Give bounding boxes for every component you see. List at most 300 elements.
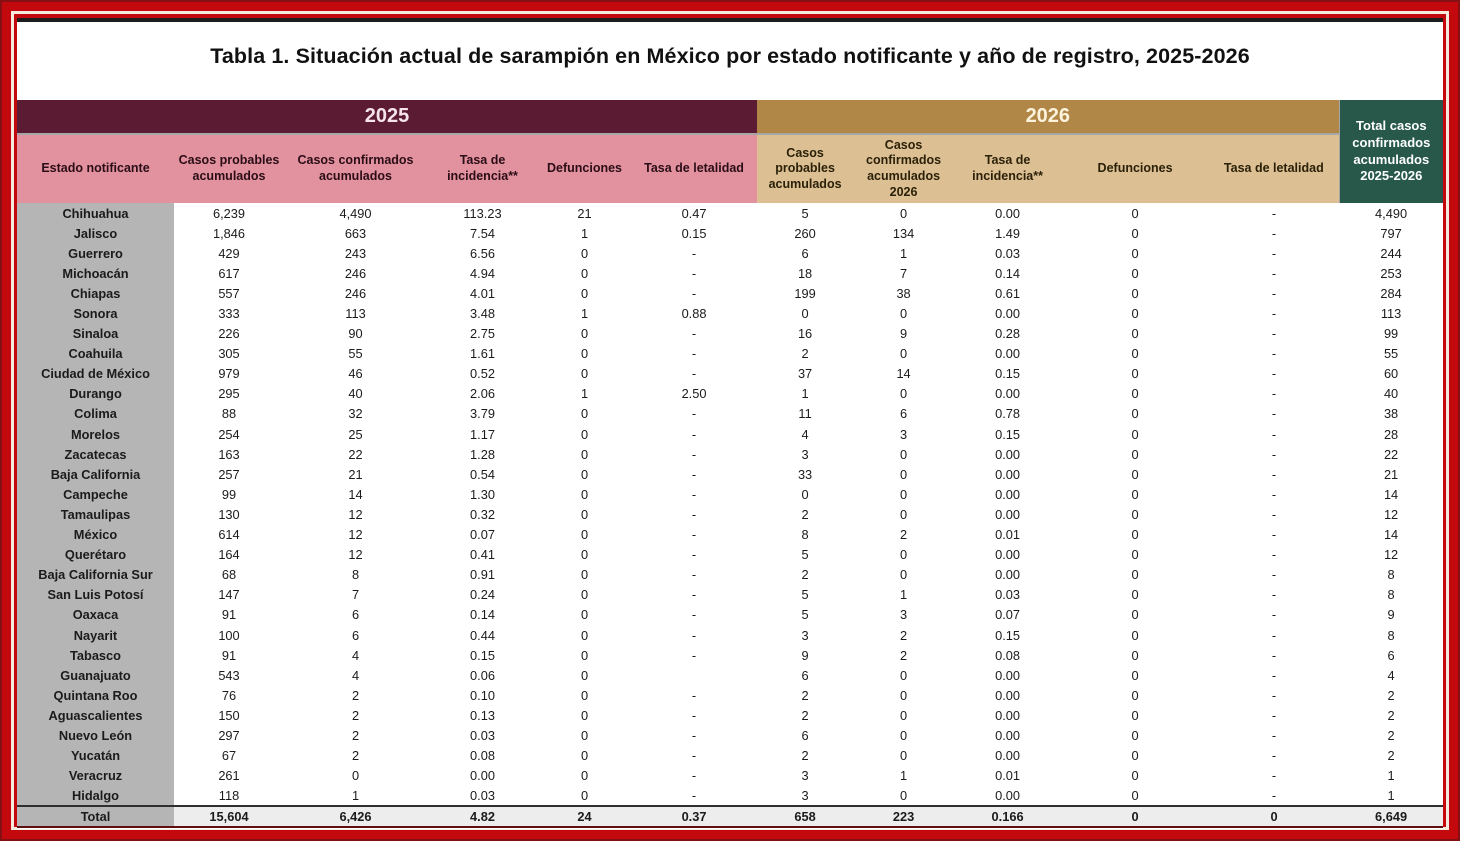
state-name: Baja California Sur: [17, 565, 174, 585]
probable-cases-2026: 5: [801, 547, 809, 563]
confirmed-cases-2025: 4: [351, 647, 360, 663]
probable-cases-2025: 557: [218, 285, 240, 301]
probable-cases-2026: 11: [798, 406, 812, 422]
probable-cases-2026: 6: [801, 727, 809, 743]
year-band-2026: 2026: [757, 100, 1339, 134]
lethality-rate-2026: -: [1271, 527, 1277, 543]
confirmed-cases-2026: 2: [900, 647, 908, 663]
column-header-incidence-2026: Tasa de incidencia**: [954, 134, 1061, 203]
confirmed-cases-2025: 46: [348, 366, 363, 382]
confirmed-cases-2025: 14: [348, 486, 363, 502]
lethality-rate-2026: -: [1271, 768, 1277, 784]
lethality-rate-2025: -: [691, 346, 697, 362]
confirmed-cases-2025: 12: [348, 506, 363, 522]
column-header-confirmed-2026: Casos confirmados acumulados 2026: [853, 134, 954, 203]
deaths-2025: 24: [538, 806, 631, 826]
incidence-rate-2026: 0.00: [995, 386, 1021, 402]
probable-cases-2025: 257: [218, 466, 240, 482]
incidence-rate-2026: 0.00: [995, 707, 1021, 723]
state-name: Hidalgo: [17, 786, 174, 806]
probable-cases-2025: 67: [221, 748, 237, 764]
total-confirmed-2025-2026: 8: [1387, 587, 1395, 603]
deaths-2026: 0: [1131, 727, 1139, 743]
table-row: [17, 404, 1443, 424]
deaths-2025: 0: [580, 687, 589, 703]
confirmed-cases-2025: 2: [351, 727, 360, 743]
probable-cases-2026: 5: [801, 607, 809, 623]
confirmed-cases-2025: 6: [351, 627, 360, 643]
probable-cases-2025: 305: [218, 346, 240, 362]
lethality-rate-2025: -: [691, 527, 697, 543]
total-confirmed-2025-2026: 284: [1380, 285, 1402, 301]
probable-cases-2025: 91: [221, 607, 237, 623]
deaths-2025: 0: [580, 567, 589, 583]
confirmed-cases-2025: 90: [348, 326, 363, 342]
probable-cases-2025: 543: [218, 667, 240, 683]
incidence-rate-2026: 0.78: [995, 406, 1021, 422]
lethality-rate-2025: -: [691, 446, 697, 462]
incidence-rate-2026: 0.00: [995, 446, 1021, 462]
lethality-rate-2026: 0: [1209, 806, 1339, 826]
total-confirmed-2025-2026: 38: [1383, 406, 1399, 422]
incidence-rate-2026: 0.00: [995, 727, 1021, 743]
lethality-rate-2026: -: [1271, 306, 1277, 322]
lethality-rate-2026: -: [1271, 667, 1277, 683]
incidence-rate-2026: 0.00: [995, 687, 1021, 703]
state-name: Jalisco: [17, 223, 174, 243]
deaths-2026: 0: [1131, 547, 1139, 563]
incidence-rate-2025: 113.23: [463, 205, 502, 221]
incidence-rate-2026: 0.03: [995, 587, 1021, 603]
incidence-rate-2026: 0.00: [995, 547, 1021, 563]
probable-cases-2025: 254: [218, 426, 240, 442]
state-name: Sonora: [17, 303, 174, 323]
total-confirmed-2025-2026: 40: [1383, 386, 1399, 402]
table-row: [17, 303, 1443, 323]
confirmed-cases-2025: 246: [344, 265, 367, 281]
confirmed-cases-2026: 0: [900, 306, 908, 322]
total-confirmed-2025-2026: 21: [1383, 466, 1399, 482]
lethality-rate-2026: -: [1271, 426, 1277, 442]
table-row: [17, 525, 1443, 545]
state-name: Michoacán: [17, 263, 174, 283]
incidence-rate-2026: 0.07: [995, 607, 1021, 623]
confirmed-cases-2026: 134: [892, 225, 915, 241]
probable-cases-2025: 164: [218, 547, 240, 563]
deaths-2026: 0: [1131, 607, 1139, 623]
incidence-rate-2026: 0.15: [995, 627, 1021, 643]
state-name: Campeche: [17, 484, 174, 504]
deaths-2026: 0: [1131, 627, 1139, 643]
confirmed-cases-2026: 0: [900, 446, 908, 462]
table-body: [17, 203, 1443, 826]
incidence-rate-2025: 7.54: [470, 225, 495, 241]
probable-cases-2025: 295: [218, 386, 240, 402]
total-confirmed-2025-2026: 4,490: [1375, 205, 1408, 221]
confirmed-cases-2026: 0: [900, 506, 908, 522]
lethality-rate-2026: -: [1271, 466, 1277, 482]
deaths-2025: 0: [580, 486, 589, 502]
incidence-rate-2026: 0.00: [995, 486, 1021, 502]
table-row: [17, 565, 1443, 585]
report-content: [17, 18, 1443, 829]
deaths-2026: 0: [1131, 285, 1139, 301]
incidence-rate-2025: 0.03: [470, 727, 495, 743]
deaths-2025: 0: [580, 527, 589, 543]
deaths-2025: 0: [580, 707, 589, 723]
confirmed-cases-2025: 2: [351, 748, 360, 764]
deaths-2025: 0: [580, 748, 589, 764]
total-confirmed-2025-2026: 4: [1387, 667, 1395, 683]
lethality-rate-2025: -: [691, 265, 697, 281]
incidence-rate-2025: 0.08: [470, 748, 495, 764]
lethality-rate-2025: -: [691, 506, 697, 522]
state-name: Nuevo León: [17, 725, 174, 745]
state-name: México: [17, 525, 174, 545]
confirmed-cases-2025: 4,490: [339, 205, 372, 221]
probable-cases-2025: 118: [218, 787, 240, 803]
incidence-rate-2025: 0.32: [470, 506, 495, 522]
confirmed-cases-2026: 0: [900, 205, 908, 221]
deaths-2025: 0: [580, 547, 589, 563]
state-name: Querétaro: [17, 545, 174, 565]
lethality-rate-2026: -: [1271, 285, 1277, 301]
confirmed-cases-2026: 0: [900, 346, 908, 362]
table-row: [17, 484, 1443, 504]
confirmed-cases-2026: 3: [900, 607, 908, 623]
incidence-rate-2026: 0.61: [995, 285, 1021, 301]
lethality-rate-2026: -: [1271, 366, 1277, 382]
confirmed-cases-2025: 663: [344, 225, 367, 241]
deaths-2026: 0: [1131, 346, 1139, 362]
deaths-2026: 0: [1061, 806, 1209, 826]
total-confirmed-2025-2026: 28: [1383, 426, 1399, 442]
lethality-rate-2026: -: [1271, 587, 1277, 603]
state-name: Coahuila: [17, 344, 174, 364]
state-name: Nayarit: [17, 625, 174, 645]
probable-cases-2026: 260: [794, 225, 816, 241]
state-name: Chiapas: [17, 283, 174, 303]
table-row: [17, 685, 1443, 705]
total-confirmed-2025-2026: 2: [1387, 687, 1395, 703]
state-name: Tamaulipas: [17, 504, 174, 524]
probable-cases-2025: 614: [218, 527, 240, 543]
lethality-rate-2026: -: [1271, 225, 1277, 241]
year-band-2025: 2025: [17, 100, 757, 134]
table-row: [17, 464, 1443, 484]
lethality-rate-2025: 0.37: [631, 806, 757, 826]
probable-cases-2026: 33: [797, 466, 813, 482]
confirmed-cases-2025: 8: [351, 567, 360, 583]
deaths-2026: 0: [1131, 265, 1139, 281]
probable-cases-2025: 99: [221, 486, 237, 502]
lethality-rate-2026: -: [1271, 547, 1277, 563]
table-title: Tabla 1. Situación actual de sarampión en México por estado notificante y año de registro, 2025-2026: [210, 44, 1250, 68]
deaths-2025: 0: [580, 346, 589, 362]
confirmed-cases-2026: 2: [900, 627, 908, 643]
incidence-rate-2026: 0.00: [995, 748, 1021, 764]
probable-cases-2026: 0: [801, 306, 809, 322]
total-confirmed-2025-2026: 1: [1387, 768, 1395, 784]
confirmed-cases-2026: 0: [900, 687, 908, 703]
deaths-2025: 0: [580, 587, 589, 603]
probable-cases-2026: 2: [801, 707, 809, 723]
incidence-rate-2026: 0.166: [954, 806, 1061, 826]
total-confirmed-2025-2026: 14: [1383, 486, 1399, 502]
total-confirmed-2025-2026: 2: [1387, 707, 1395, 723]
total-confirmed-2025-2026: 253: [1380, 265, 1402, 281]
confirmed-cases-2026: 7: [900, 265, 908, 281]
column-header-state: Estado notificante: [17, 134, 174, 203]
probable-cases-2026: 37: [797, 366, 813, 382]
incidence-rate-2025: 3.79: [470, 406, 495, 422]
probable-cases-2025: 100: [218, 627, 240, 643]
probable-cases-2025: 130: [218, 506, 240, 522]
deaths-2026: 0: [1131, 587, 1139, 603]
lethality-rate-2025: -: [691, 466, 697, 482]
incidence-rate-2026: 0.00: [995, 787, 1021, 803]
lethality-rate-2025: -: [691, 647, 697, 663]
incidence-rate-2025: 1.61: [470, 346, 495, 362]
column-header-confirmed-2025: Casos confirmados acumulados: [284, 134, 427, 203]
lethality-rate-2025: -: [691, 567, 697, 583]
confirmed-cases-2025: 7: [351, 587, 360, 603]
confirmed-cases-2026: 0: [900, 727, 908, 743]
column-header-incidence-2025: Tasa de incidencia**: [427, 134, 538, 203]
confirmed-cases-2026: 1: [900, 587, 908, 603]
confirmed-cases-2025: 12: [348, 527, 363, 543]
total-confirmed-2025-2026: 797: [1380, 225, 1402, 241]
table-row: [17, 424, 1443, 444]
measles-table-wrapper: [17, 100, 1443, 828]
table-row: [17, 725, 1443, 745]
confirmed-cases-2025: 2: [351, 707, 360, 723]
probable-cases-2025: 333: [218, 306, 240, 322]
confirmed-cases-2026: 0: [900, 707, 908, 723]
lethality-rate-2026: -: [1271, 486, 1277, 502]
confirmed-cases-2026: 0: [900, 386, 908, 402]
lethality-rate-2025: -: [691, 285, 697, 301]
top-edge-strip: [17, 18, 1443, 22]
lethality-rate-2026: -: [1271, 627, 1277, 643]
table-row: [17, 645, 1443, 665]
probable-cases-2025: 1,846: [212, 225, 246, 241]
probable-cases-2026: 18: [797, 265, 813, 281]
state-name: Guanajuato: [17, 665, 174, 685]
lethality-rate-2025: 0.88: [681, 306, 707, 322]
deaths-2025: 0: [580, 326, 589, 342]
incidence-rate-2025: 0.10: [470, 687, 495, 703]
lethality-rate-2026: -: [1271, 607, 1277, 623]
confirmed-cases-2025: 0: [351, 768, 360, 784]
lethality-rate-2026: -: [1271, 707, 1277, 723]
probable-cases-2026: 6: [801, 667, 809, 683]
deaths-2025: 1: [580, 225, 589, 241]
probable-cases-2026: 658: [757, 806, 853, 826]
confirmed-cases-2025: 113: [345, 306, 366, 322]
probable-cases-2025: 15,604: [174, 806, 284, 826]
deaths-2025: 0: [580, 245, 589, 261]
lethality-rate-2025: -: [691, 627, 697, 643]
incidence-rate-2025: 0.41: [470, 547, 495, 563]
confirmed-cases-2026: 223: [853, 806, 954, 826]
confirmed-cases-2025: 32: [348, 406, 363, 422]
probable-cases-2025: 6,239: [212, 205, 246, 221]
incidence-rate-2025: 0.06: [470, 667, 495, 683]
table-row: [17, 263, 1443, 283]
lethality-rate-2026: -: [1271, 265, 1277, 281]
incidence-rate-2025: 0.13: [470, 707, 495, 723]
table-row: [17, 504, 1443, 524]
lethality-rate-2026: -: [1271, 787, 1277, 803]
state-name: Baja California: [17, 464, 174, 484]
confirmed-cases-2025: 6: [351, 607, 360, 623]
probable-cases-2026: 3: [801, 768, 809, 784]
incidence-rate-2026: 0.28: [995, 326, 1021, 342]
lethality-rate-2025: -: [691, 707, 697, 723]
column-header-probable-2026: Casos probables acumulados: [757, 134, 853, 203]
state-name: Oaxaca: [17, 605, 174, 625]
probable-cases-2026: 2: [801, 567, 809, 583]
confirmed-cases-2025: 40: [348, 386, 363, 402]
confirmed-cases-2025: 2: [351, 687, 360, 703]
deaths-2025: 0: [580, 667, 589, 683]
probable-cases-2025: 617: [218, 265, 240, 281]
state-name: Total: [17, 806, 174, 826]
total-confirmed-2025-2026: 22: [1383, 446, 1399, 462]
deaths-2026: 0: [1131, 748, 1139, 764]
deaths-2026: 0: [1131, 647, 1139, 663]
confirmed-cases-2025: 246: [344, 285, 367, 301]
column-header-row: [17, 134, 1443, 203]
incidence-rate-2026: 0.00: [995, 667, 1021, 683]
table-row: [17, 605, 1443, 625]
lethality-rate-2026: -: [1271, 727, 1277, 743]
deaths-2026: 0: [1131, 205, 1139, 221]
state-name: Zacatecas: [17, 444, 174, 464]
incidence-rate-2025: 0.44: [470, 627, 495, 643]
total-confirmed-2025-2026: 8: [1387, 627, 1395, 643]
confirmed-cases-2025: 55: [348, 346, 363, 362]
confirmed-cases-2026: 1: [900, 768, 908, 784]
probable-cases-2026: 5: [801, 205, 809, 221]
incidence-rate-2025: 0.54: [470, 466, 495, 482]
lethality-rate-2026: -: [1271, 386, 1277, 402]
deaths-2026: 0: [1131, 386, 1139, 402]
lethality-rate-2026: -: [1271, 687, 1277, 703]
probable-cases-2025: 91: [221, 647, 237, 663]
total-confirmed-2025-2026: 2: [1387, 727, 1395, 743]
total-confirmed-2025-2026: 55: [1383, 346, 1399, 362]
incidence-rate-2026: 0.14: [995, 265, 1021, 281]
deaths-2025: 0: [580, 265, 589, 281]
incidence-rate-2025: 0.00: [470, 768, 495, 784]
probable-cases-2026: 4: [801, 426, 809, 442]
lethality-rate-2026: -: [1271, 326, 1277, 342]
deaths-2026: 0: [1131, 466, 1139, 482]
confirmed-cases-2026: 9: [900, 326, 908, 342]
deaths-2025: 0: [580, 627, 589, 643]
incidence-rate-2026: 0.01: [995, 527, 1021, 543]
incidence-rate-2025: 0.07: [470, 527, 495, 543]
confirmed-cases-2025: 243: [344, 245, 367, 261]
probable-cases-2025: 163: [218, 446, 240, 462]
table-row: [17, 746, 1443, 766]
total-confirmed-2025-2026: 8: [1387, 567, 1395, 583]
lethality-rate-2025: -: [691, 607, 697, 623]
column-header-lethality-2025: Tasa de letalidad: [631, 134, 757, 203]
incidence-rate-2026: 0.00: [995, 466, 1021, 482]
column-header-probable-2025: Casos probables acumulados: [174, 134, 284, 203]
table-row: [17, 545, 1443, 565]
incidence-rate-2026: 0.00: [995, 567, 1021, 583]
probable-cases-2026: 3: [801, 787, 809, 803]
confirmed-cases-2025: 1: [351, 787, 360, 803]
deaths-2026: 0: [1131, 366, 1139, 382]
year-band-row: [17, 100, 1443, 134]
confirmed-cases-2025: 6,426: [284, 806, 427, 826]
table-row: [17, 344, 1443, 364]
confirmed-cases-2026: 0: [900, 486, 908, 502]
table-row: [17, 364, 1443, 384]
table-row: [17, 665, 1443, 685]
lethality-rate-2026: -: [1271, 567, 1277, 583]
lethality-rate-2026: -: [1271, 245, 1277, 261]
deaths-2025: 0: [580, 446, 589, 462]
lethality-rate-2025: -: [691, 787, 697, 803]
lethality-rate-2025: -: [691, 687, 697, 703]
total-confirmed-2025-2026: 1: [1387, 787, 1395, 803]
probable-cases-2026: 16: [797, 326, 813, 342]
deaths-2026: 0: [1131, 707, 1139, 723]
confirmed-cases-2025: 4: [351, 667, 360, 683]
incidence-rate-2026: 0.15: [995, 366, 1021, 382]
total-confirmed-2025-2026: 2: [1387, 748, 1395, 764]
confirmed-cases-2026: 0: [900, 787, 908, 803]
probable-cases-2026: 5: [801, 587, 809, 603]
deaths-2026: 0: [1131, 667, 1139, 683]
lethality-rate-2025: -: [691, 547, 697, 563]
incidence-rate-2026: 0.08: [995, 647, 1021, 663]
probable-cases-2026: 2: [801, 748, 809, 764]
lethality-rate-2026: -: [1271, 406, 1277, 422]
lethality-rate-2025: -: [691, 406, 697, 422]
incidence-rate-2026: 0.03: [995, 245, 1021, 261]
confirmed-cases-2026: 0: [900, 547, 908, 563]
incidence-rate-2026: 0.15: [995, 426, 1021, 442]
total-confirmed-2025-2026: 6: [1387, 647, 1395, 663]
deaths-2025: 0: [580, 285, 589, 301]
deaths-2026: 0: [1131, 687, 1139, 703]
state-name: Tabasco: [17, 645, 174, 665]
confirmed-cases-2026: 0: [900, 466, 908, 482]
probable-cases-2025: 88: [221, 406, 237, 422]
table-row: [17, 283, 1443, 303]
lethality-rate-2025: -: [691, 486, 697, 502]
state-name: Guerrero: [17, 243, 174, 263]
deaths-2026: 0: [1131, 406, 1139, 422]
incidence-rate-2025: 0.24: [470, 587, 495, 603]
lethality-rate-2025: -: [691, 326, 697, 342]
total-confirmed-2025-2026: 6,649: [1339, 806, 1443, 826]
table-row: [17, 585, 1443, 605]
incidence-rate-2025: 2.75: [470, 326, 495, 342]
deaths-2026: 0: [1131, 787, 1139, 803]
probable-cases-2026: 3: [801, 627, 809, 643]
deaths-2025: 21: [577, 205, 592, 221]
confirmed-cases-2026: 2: [900, 527, 908, 543]
lethality-rate-2025: -: [691, 748, 697, 764]
